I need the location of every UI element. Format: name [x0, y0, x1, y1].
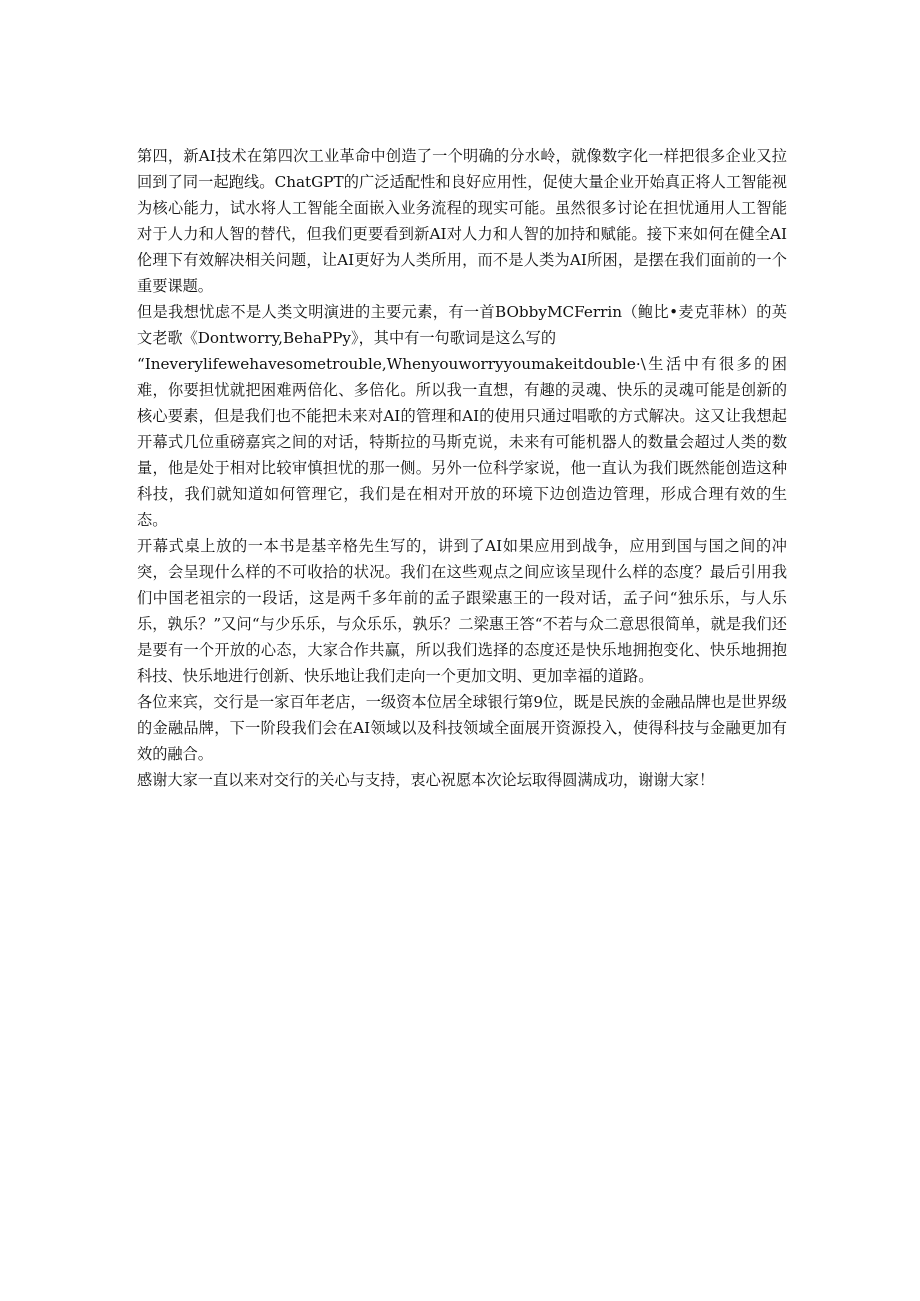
- paragraph-thanks: 感谢大家一直以来对交行的关心与支持，衷心祝愿本次论坛取得圆满成功，谢谢大家！: [137, 771, 715, 789]
- paragraph-opening-book: 开幕式桌上放的一本书是基辛格先生写的，讲到了AI如果应用到战争，应用到国与国之间的冲突，会呈现什么样的不可收拾的状况。我们在这些观点之间应该呈现什么样的态度？最后引用我们中国老祖宗的一段话，这是两千多年前的孟子跟梁惠王的一段对话，孟子问“独乐乐，与人乐乐，孰乐？”又问“与少乐乐，与众乐乐，孰乐？二梁惠王答“不若与众二意思很简单，就是我们还是要有一个开放的心态，大家合作共赢，所以我们选择的态度还是快乐地拥抱变化、快乐地拥抱科技、快乐地进行创新、快乐地让我们走向一个更加文明、更加幸福的道路。: [137, 537, 787, 685]
- document-page: [137, 143, 787, 793]
- paragraph-song-intro: 但是我想忧虑不是人类文明演进的主要元素，有一首BObbyMCFerrin（鲍比•麦克菲林）的英文老歌《Dontworry,BehaPPy》，其中有一句歌词是这么写的: [137, 303, 787, 347]
- paragraph-song-lyric: “Ineverylifewehavesometrouble,Whenyouworryyoumakeitdouble·\生活中有很多的困难，你要担忧就把困难两倍化、多倍化。所以我一直想，有趣的灵魂、快乐的灵魂可能是创新的核心要素，但是我们也不能把未来对AI的管理和AI的使用只通过唱歌的方式解决。这又让我想起开幕式几位重磅嘉宾之间的对话，特斯拉的马斯克说，未来有可能机器人的数量会超过人类的数量，他是处于相对比较审慎担忧的那一侧。另外一位科学家说，他一直认为我们既然能创造这种科技，我们就知道如何管理它，我们是在相对开放的环境下边创造边管理，形成合理有效的生态。: [137, 355, 787, 529]
- paragraph-fourth-point: 第四，新AI技术在第四次工业革命中创造了一个明确的分水岭，就像数字化一样把很多企业又拉回到了同一起跑线。ChatGPT的广泛适配性和良好应用性，促使大量企业开始真正将人工智能视为核心能力，试水将人工智能全面嵌入业务流程的现实可能。虽然很多讨论在担忧通用人工智能对于人力和人智的替代，但我们更要看到新AI对人力和人智的加持和赋能。接下来如何在健全AI伦理下有效解决相关问题，让AI更好为人类所用，而不是人类为AI所困，是摆在我们面前的一个重要课题。: [137, 147, 787, 295]
- paragraph-bank-intro: 各位来宾，交行是一家百年老店，一级资本位居全球银行第9位，既是民族的金融品牌也是世界级的金融品牌，下一阶段我们会在AI领域以及科技领域全面展开资源投入，使得科技与金融更加有效的融合。: [137, 693, 787, 763]
